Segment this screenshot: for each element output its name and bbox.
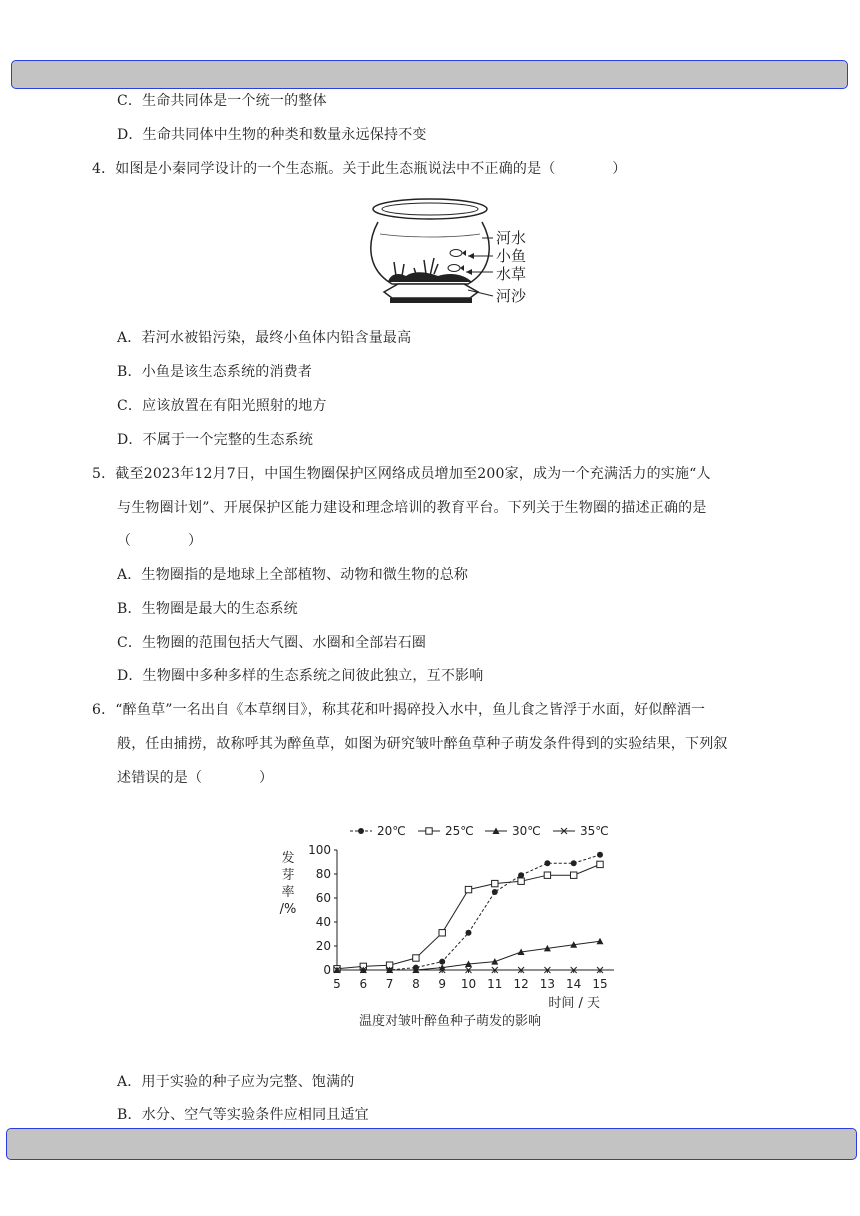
q4-figure-ecosystem-bottle bbox=[368, 192, 538, 312]
y-axis-label: 率 bbox=[281, 885, 295, 900]
x-tick-label: 5 bbox=[333, 977, 341, 991]
legend-label: 35℃ bbox=[580, 824, 609, 838]
data-point bbox=[492, 880, 498, 886]
x-tick-label: 7 bbox=[385, 977, 394, 991]
x-tick-label: 8 bbox=[412, 977, 420, 991]
q5-option-b: B．生物圈是最大的生态系统 bbox=[117, 601, 298, 617]
q5-option-a: A．生物圈指的是地球上全部植物、动物和微生物的总称 bbox=[117, 567, 469, 583]
x-tick-label: 6 bbox=[359, 977, 368, 991]
q4-option-c: C．应该放置在有阳光照射的地方 bbox=[117, 398, 327, 414]
q4-option-a: A．若河水被铅污染，最终小鱼体内铅含量最高 bbox=[117, 330, 412, 346]
q5-stem-line-2: 与生物圈计划”、开展保护区能力建设和理念培训的教育平台。下列关于生物圈的描述正确的是 bbox=[117, 500, 707, 516]
q6-option-b: B．水分、空气等实验条件应相同且适宜 bbox=[117, 1107, 369, 1123]
data-point bbox=[439, 959, 445, 965]
data-point bbox=[518, 872, 524, 878]
y-tick-label: 20 bbox=[315, 939, 331, 953]
data-point bbox=[544, 872, 550, 878]
q5-option-c: C．生物圈的范围包括大气圈、水圈和全部岩石圈 bbox=[117, 635, 427, 651]
q6-stem-line-2: 般，任由捕捞，故称呼其为醉鱼草，如图为研究皱叶醉鱼草种子萌发条件得到的实验结果，下列叙 bbox=[117, 736, 728, 752]
data-point bbox=[597, 861, 603, 867]
data-point bbox=[413, 955, 419, 961]
data-point bbox=[597, 938, 604, 945]
x-tick-label: 15 bbox=[592, 977, 608, 991]
q4-option-d: D．不属于一个完整的生态系统 bbox=[117, 432, 314, 448]
x-tick-label: 9 bbox=[438, 977, 447, 991]
data-point bbox=[571, 872, 577, 878]
data-point bbox=[544, 860, 550, 866]
legend-marker bbox=[358, 828, 364, 834]
y-tick-label: 0 bbox=[323, 963, 331, 977]
x-tick-label: 14 bbox=[566, 977, 582, 991]
q5-option-d: D．生物圈中多种多样的生态系统之间彼此独立，互不影响 bbox=[117, 668, 484, 684]
series-line bbox=[337, 864, 600, 968]
data-point bbox=[518, 878, 524, 884]
y-tick-label: 80 bbox=[315, 867, 331, 881]
q6-germination-chart bbox=[270, 815, 630, 1035]
data-point bbox=[492, 889, 498, 895]
legend-marker bbox=[426, 828, 432, 834]
q5-stem-line-3: （ ） bbox=[117, 533, 203, 549]
bottom-banner bbox=[6, 1128, 857, 1160]
data-point bbox=[597, 852, 603, 858]
legend-label: 25℃ bbox=[445, 824, 474, 838]
data-point bbox=[466, 930, 472, 936]
top-banner bbox=[11, 60, 848, 89]
data-point bbox=[571, 860, 577, 866]
data-point bbox=[465, 886, 471, 892]
q4-option-b: B．小鱼是该生态系统的消费者 bbox=[117, 364, 313, 380]
legend-label: 20℃ bbox=[377, 824, 406, 838]
x-tick-label: 12 bbox=[513, 977, 529, 991]
chart-title: 温度对皱叶醉鱼种子萌发的影响 bbox=[358, 1014, 542, 1029]
y-axis-label: 发 bbox=[281, 851, 295, 866]
x-tick-label: 13 bbox=[539, 977, 556, 991]
label-river-sand: 河沙 bbox=[496, 287, 527, 305]
q5-stem-line-1: 5．截至2023年12月7日，中国生物圈保护区网络成员增加至200家，成为一个充满活力的实施“人 bbox=[92, 466, 711, 482]
q6-stem-line-1: 6．“醉鱼草”一名出自《本草纲目》，称其花和叶揭碎投入水中，鱼儿食之皆浮于水面，好似醉酒一 bbox=[92, 702, 706, 718]
label-river-water: 河水 bbox=[496, 229, 527, 247]
q3-option-c: C．生命共同体是一个统一的整体 bbox=[117, 93, 327, 109]
label-water-plant: 水草 bbox=[496, 265, 527, 283]
data-point bbox=[439, 930, 445, 936]
y-axis-label: 芽 bbox=[281, 868, 295, 883]
x-tick-label: 10 bbox=[460, 977, 477, 991]
q4-stem: 4．如图是小秦同学设计的一个生态瓶。关于此生态瓶说法中不正确的是（ ） bbox=[92, 161, 627, 177]
y-tick-label: 100 bbox=[308, 843, 331, 857]
q3-option-d: D．生命共同体中生物的种类和数量永远保持不变 bbox=[117, 127, 427, 143]
x-tick-label: 11 bbox=[487, 977, 503, 991]
q6-option-a: A．用于实验的种子应为完整、饱满的 bbox=[117, 1074, 355, 1090]
q6-stem-line-3: 述错误的是（ ） bbox=[117, 770, 274, 786]
label-small-fish: 小鱼 bbox=[496, 247, 527, 265]
legend-label: 30℃ bbox=[512, 824, 541, 838]
series-line bbox=[337, 855, 600, 970]
y-tick-label: 60 bbox=[315, 891, 331, 905]
x-axis-label: 时间 / 天 bbox=[548, 996, 600, 1011]
y-axis-label: /% bbox=[279, 902, 297, 917]
y-tick-label: 40 bbox=[315, 915, 331, 929]
